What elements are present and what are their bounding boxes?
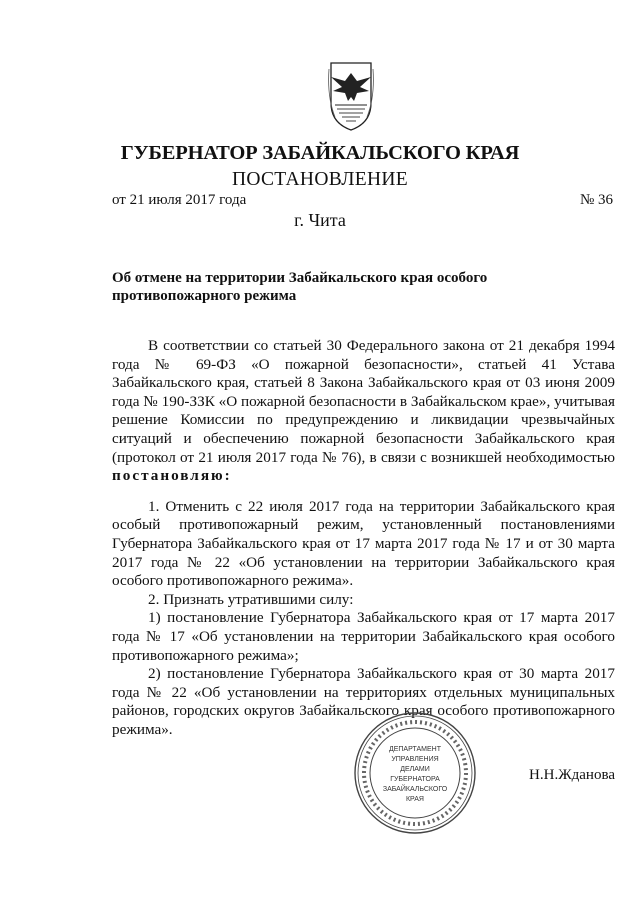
- coat-of-arms-icon: [327, 57, 375, 133]
- preamble-paragraph: [112, 337, 615, 486]
- seal-line-2: УПРАВЛЕНИЯ: [391, 756, 439, 763]
- document-body: [112, 337, 615, 739]
- document-city: г. Чита: [294, 210, 346, 230]
- subject-line-1: Об отмене на территории Забайкальского края особого: [112, 270, 488, 286]
- issuer-title: ГУБЕРНАТОР ЗАБАЙКАЛЬСКОГО КРАЯ: [120, 142, 520, 164]
- signatory-name: Н.Н.Жданова: [529, 767, 615, 783]
- subject-line-2: противопожарного режима: [112, 288, 297, 304]
- seal-line-1: ДЕПАРТАМЕНТ: [388, 746, 442, 753]
- document-type: ПОСТАНОВЛЕНИЕ: [232, 169, 408, 190]
- official-seal: [352, 710, 478, 836]
- document-subject: [112, 269, 532, 305]
- decree-item-2-1: 1) постановление Губернатора Забайкальского края от 17 марта 2017 года № 17 «Об установлении на территории Забайкальского края особого противопожарного режима»;: [112, 609, 615, 664]
- seal-line-3: ДЕЛАМИ: [400, 766, 430, 773]
- document-date: от 21 июля 2017 года: [112, 192, 247, 208]
- preamble-text: В соответствии со статьей 30 Федерального закона от 21 декабря 1994 года № 69-ФЗ «О пожарной безопасности», статьей 41 Устава Забайкальского края, статьей 8 Закона Забайкальского края от 03 июня 2009 года № 190-ЗЗК «О пожарной безопасности в Забайкальском крае», учитывая решение Комиссии по предупреждению и ликвидации чрезвычайных ситуаций и обеспечению пожарной безопасности Забайкальского края (протокол от 21 июля 2017 года № 76), в связи с возникшей необходимостью: [112, 337, 615, 466]
- decree-item-2-2: 2) постановление Губернатора Забайкальского края от 30 марта 2017 года № 22 «Об установлении на территориях отдельных муниципальных районов, городских округов Забайкальского края особого противопожарного режима».: [112, 665, 615, 738]
- decree-keyword: постановляю:: [112, 467, 232, 485]
- document-number: № 36: [579, 192, 613, 208]
- seal-line-6: КРАЯ: [405, 796, 425, 803]
- decree-item-2: 2. Признать утратившими силу:: [148, 590, 354, 608]
- decree-item-1: 1. Отменить с 22 июля 2017 года на территории Забайкальского края особый противопожарный режим, установленный постановлениями Губернатора Забайкальского края от 17 марта 2017 года № 17 и от 30 марта 2017 года № 22 «Об установлении на территории Забайкальского края особого противопожарного режима».: [112, 497, 615, 590]
- seal-line-4: ГУБЕРНАТОРА: [390, 776, 440, 783]
- seal-line-5: ЗАБАЙКАЛЬСКОГО: [382, 786, 448, 793]
